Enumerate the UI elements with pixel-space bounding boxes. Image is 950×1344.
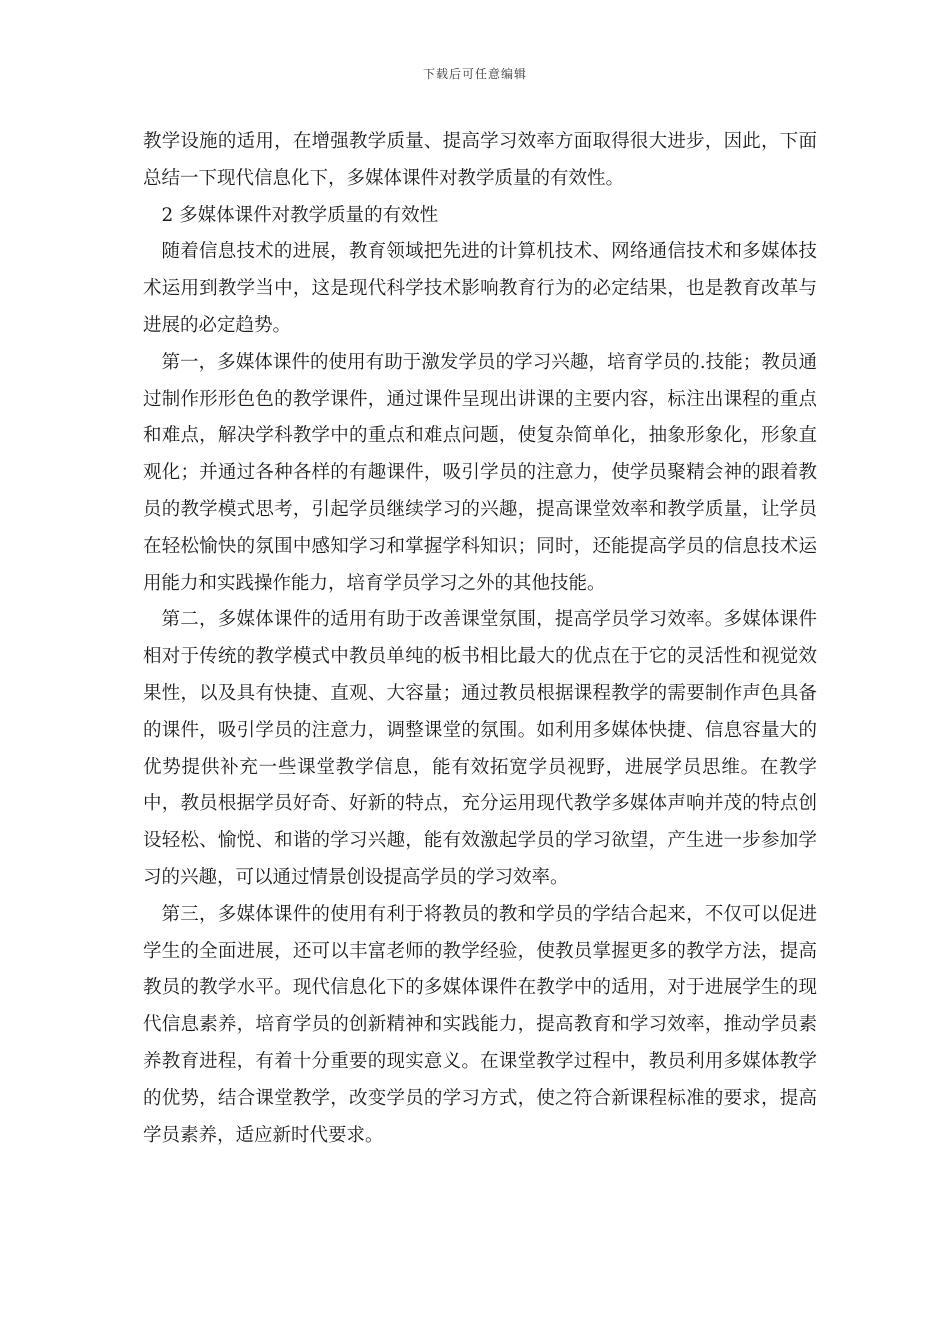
document-body: [143, 124, 817, 1154]
page-header: 下载后可任意编辑: [422, 67, 527, 81]
paragraph-background: 随着信息技术的进展，教育领域把先进的计算机技术、网络通信技术和多媒体技术运用到教学当中，这是现代科学技术影响教育行为的必定结果，也是教育改革与进展的必定趋势。: [143, 241, 817, 336]
paragraph-intro-continuation: 教学设施的适用，在增强教学质量、提高学习效率方面取得很大进步，因此，下面总结一下现代信息化下，多媒体课件对教学质量的有效性。: [143, 131, 817, 189]
paragraph-third-point: 第三，多媒体课件的使用有利于将教员的教和学员的学结合起来，不仅可以促进学生的全面进展，还可以丰富老师的教学经验，使教员掌握更多的教学方法，提高教员的教学水平。现代信息化下的多媒体课件在教学中的适用，对于进展学生的现代信息素养，培育学员的创新精神和实践能力，提高教育和学习效率，推动学员素养教育进程，有着十分重要的现实意义。在课堂教学过程中，教员利用多媒体教学的优势，结合课堂教学，改变学员的学习方式，使之符合新课程标准的要求，提高学员素养，适应新时代要求。: [143, 903, 817, 1146]
section-heading: 2 多媒体课件对教学质量的有效性: [161, 204, 439, 226]
paragraph-second-point: 第二，多媒体课件的适用有助于改善课堂氛围，提高学员学习效率。多媒体课件相对于传统的教学模式中教员单纯的板书相比最大的优点在于它的灵活性和视觉效果性，以及具有快捷、直观、大容量；通过教员根据课程教学的需要制作声色具备的课件，吸引学员的注意力，调整课堂的氛围。如利用多媒体快捷、信息容量大的优势提供补充一些课堂教学信息，能有效拓宽学员视野，进展学员思维。在教学中，教员根据学员好奇、好新的特点，充分运用现代教学多媒体声响并茂的特点创设轻松、愉悦、和谐的学习兴趣，能有效激起学员的学习欲望，产生进一步参加学习的兴趣，可以通过情景创设提高学员的学习效率。: [143, 609, 817, 888]
paragraph-first-point: 第一，多媒体课件的使用有助于激发学员的学习兴趣，培育学员的.技能；教员通过制作形形色色的教学课件，通过课件呈现出讲课的主要内容，标注出课程的重点和难点，解决学科教学中的重点和难点问题，使复杂简单化，抽象形象化，形象直观化；并通过各种各样的有趣课件，吸引学员的注意力，使学员聚精会神的跟着教员的教学模式思考，引起学员继续学习的兴趣，提高课堂效率和教学质量，让学员在轻松愉快的氛围中感知学习和掌握学科知识；同时，还能提高学员的信息技术运用能力和实践操作能力，培育学员学习之外的其他技能。: [143, 351, 817, 594]
